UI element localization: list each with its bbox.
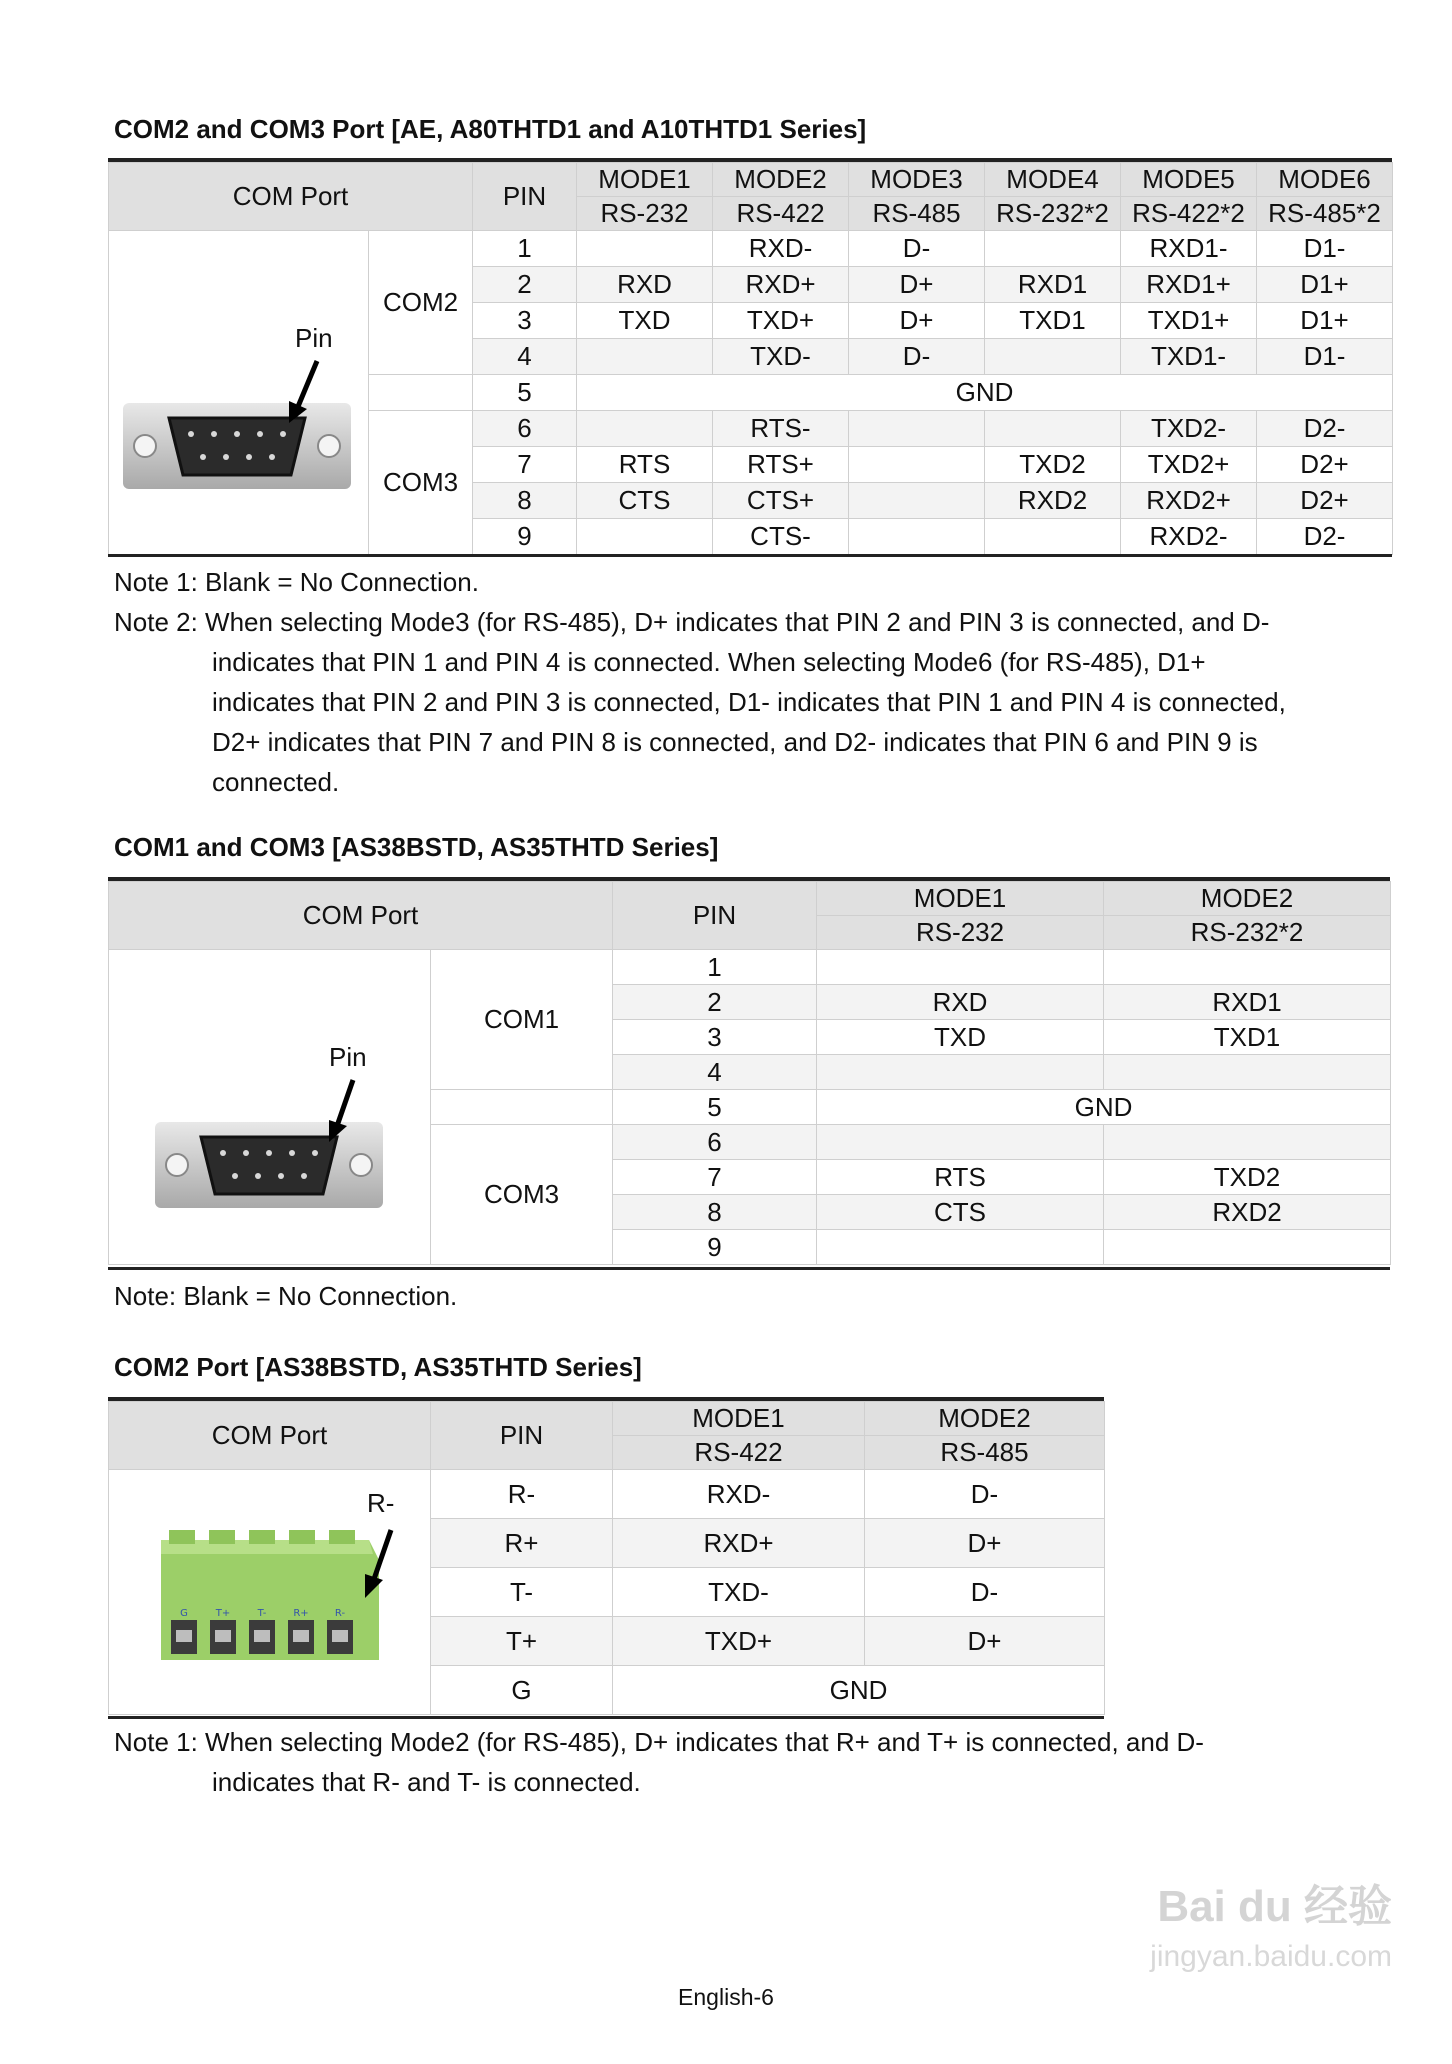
value-cell bbox=[985, 231, 1121, 267]
note2-line: Note 2: When selecting Mode3 (for RS-485), D+ indicates that PIN 2 and PIN 3 is connected, and D- bbox=[114, 607, 1270, 637]
note2-line: D2+ indicates that PIN 7 and PIN 8 is connected, and D2- indicates that PIN 6 and PIN 9 is bbox=[212, 727, 1258, 757]
header-mode3: MODE3 bbox=[849, 163, 985, 197]
pin-cell: 1 bbox=[473, 231, 577, 267]
value-cell: D+ bbox=[865, 1519, 1105, 1568]
note2-line: indicates that PIN 2 and PIN 3 is connected, D1- indicates that PIN 1 and PIN 4 is connected, bbox=[212, 687, 1286, 717]
pin-cell: 5 bbox=[473, 375, 577, 411]
value-cell: D+ bbox=[849, 303, 985, 339]
pin-cell: 6 bbox=[613, 1125, 817, 1160]
value-cell: D2- bbox=[1257, 411, 1393, 447]
value-cell: RXD1- bbox=[1121, 231, 1257, 267]
header-mode2: MODE2 bbox=[865, 1402, 1105, 1436]
value-cell: RXD+ bbox=[613, 1519, 865, 1568]
value-cell bbox=[817, 1125, 1104, 1160]
pin-cell: 7 bbox=[613, 1160, 817, 1195]
terminal-block-image bbox=[109, 1470, 431, 1715]
table-row bbox=[109, 231, 1393, 267]
pin-cell: 1 bbox=[613, 950, 817, 985]
header-pin: PIN bbox=[473, 163, 577, 231]
value-cell: TXD2 bbox=[985, 447, 1121, 483]
value-cell bbox=[817, 1055, 1104, 1090]
group-label-com1: COM1 bbox=[431, 950, 613, 1090]
value-cell: TXD2 bbox=[1104, 1160, 1391, 1195]
pin-cell: 2 bbox=[613, 985, 817, 1020]
value-cell: CTS+ bbox=[713, 483, 849, 519]
value-cell bbox=[985, 411, 1121, 447]
value-cell bbox=[817, 950, 1104, 985]
value-cell: RXD- bbox=[713, 231, 849, 267]
table-row bbox=[109, 1470, 1105, 1519]
value-cell bbox=[817, 1230, 1104, 1265]
value-cell: RXD1+ bbox=[1121, 267, 1257, 303]
header-standard-1: RS-232 bbox=[817, 916, 1104, 950]
page-footer: English-6 bbox=[678, 1984, 774, 2010]
value-cell: D1+ bbox=[1257, 303, 1393, 339]
value-cell: D- bbox=[849, 231, 985, 267]
pin-cell: 3 bbox=[613, 1020, 817, 1055]
header-mode1: MODE1 bbox=[613, 1402, 865, 1436]
value-cell: D2+ bbox=[1257, 447, 1393, 483]
db9-connector-icon bbox=[109, 950, 431, 1250]
value-cell: D2+ bbox=[1257, 483, 1393, 519]
value-cell: RXD1 bbox=[985, 267, 1121, 303]
table3-bottom-rule bbox=[108, 1716, 1104, 1719]
pin-cell: 4 bbox=[473, 339, 577, 375]
value-cell: RXD1 bbox=[1104, 985, 1391, 1020]
pin-cell: R- bbox=[431, 1470, 613, 1519]
value-cell: RXD2 bbox=[985, 483, 1121, 519]
watermark-site: jingyan.baidu.com bbox=[1150, 1940, 1392, 1973]
terminal-label: T- bbox=[257, 1608, 267, 1619]
value-cell bbox=[1104, 1125, 1391, 1160]
terminal-label: R+ bbox=[293, 1608, 309, 1619]
section1-title: COM2 and COM3 Port [AE, A80THTD1 and A10THTD1 Series] bbox=[114, 114, 867, 144]
pin-cell: G bbox=[431, 1666, 613, 1715]
pin-cell: T- bbox=[431, 1568, 613, 1617]
value-cell: TXD2- bbox=[1121, 411, 1257, 447]
pin-cell: R+ bbox=[431, 1519, 613, 1568]
value-cell: TXD bbox=[817, 1020, 1104, 1055]
section3-title: COM2 Port [AS38BSTD, AS35THTD Series] bbox=[114, 1352, 642, 1382]
value-cell: TXD+ bbox=[613, 1617, 865, 1666]
value-cell: CTS- bbox=[713, 519, 849, 555]
header-mode2: MODE2 bbox=[713, 163, 849, 197]
value-cell: RTS bbox=[817, 1160, 1104, 1195]
pin-cell: 6 bbox=[473, 411, 577, 447]
header-com-port: COM Port bbox=[109, 1402, 431, 1470]
header-standard-4: RS-232*2 bbox=[985, 197, 1121, 231]
empty-group-cell bbox=[431, 1090, 613, 1125]
header-pin: PIN bbox=[431, 1402, 613, 1470]
note-line: indicates that R- and T- is connected. bbox=[212, 1767, 641, 1797]
value-cell bbox=[577, 411, 713, 447]
value-cell: TXD1 bbox=[985, 303, 1121, 339]
value-cell bbox=[849, 519, 985, 555]
value-cell bbox=[849, 483, 985, 519]
pin-label: Pin bbox=[329, 1042, 367, 1072]
header-standard-2: RS-485 bbox=[865, 1436, 1105, 1470]
value-cell: TXD1+ bbox=[1121, 303, 1257, 339]
pin-cell: 7 bbox=[473, 447, 577, 483]
pin-cell: 9 bbox=[613, 1230, 817, 1265]
group-label-com3: COM3 bbox=[431, 1125, 613, 1265]
value-cell: D1+ bbox=[1257, 267, 1393, 303]
header-mode4: MODE4 bbox=[985, 163, 1121, 197]
header-mode2: MODE2 bbox=[1104, 882, 1391, 916]
header-mode1: MODE1 bbox=[817, 882, 1104, 916]
header-standard-2: RS-232*2 bbox=[1104, 916, 1391, 950]
value-cell bbox=[1104, 1230, 1391, 1265]
table2-com1-com3 bbox=[108, 881, 1391, 1265]
table1-com2-com3 bbox=[108, 162, 1393, 555]
header-com-port: COM Port bbox=[109, 163, 473, 231]
value-cell: RTS bbox=[577, 447, 713, 483]
pin-cell: 8 bbox=[473, 483, 577, 519]
value-cell: D+ bbox=[849, 267, 985, 303]
header-pin: PIN bbox=[613, 882, 817, 950]
value-cell: RTS- bbox=[713, 411, 849, 447]
value-cell: D- bbox=[865, 1568, 1105, 1617]
table3-com2 bbox=[108, 1401, 1105, 1715]
pin-cell: 8 bbox=[613, 1195, 817, 1230]
header-mode1: MODE1 bbox=[577, 163, 713, 197]
value-cell: TXD2+ bbox=[1121, 447, 1257, 483]
table-row bbox=[109, 950, 1391, 985]
value-cell bbox=[849, 411, 985, 447]
note2-line: indicates that PIN 1 and PIN 4 is connected. When selecting Mode6 (for RS-485), D1+ bbox=[212, 647, 1206, 677]
value-cell: D1- bbox=[1257, 231, 1393, 267]
table2-bottom-rule bbox=[108, 1267, 1390, 1270]
value-cell: RXD bbox=[817, 985, 1104, 1020]
value-cell: D1- bbox=[1257, 339, 1393, 375]
terminal-label: R- bbox=[334, 1608, 346, 1619]
value-cell: D2- bbox=[1257, 519, 1393, 555]
pin-cell: 4 bbox=[613, 1055, 817, 1090]
value-cell: TXD bbox=[577, 303, 713, 339]
pin-cell: T+ bbox=[431, 1617, 613, 1666]
header-standard-5: RS-422*2 bbox=[1121, 197, 1257, 231]
value-cell: TXD+ bbox=[713, 303, 849, 339]
terminal-block-icon bbox=[109, 1470, 431, 1715]
table1-note2 bbox=[114, 602, 1286, 802]
value-cell bbox=[577, 231, 713, 267]
gnd-cell: GND bbox=[613, 1666, 1105, 1715]
value-cell: RXD2- bbox=[1121, 519, 1257, 555]
header-mode5: MODE5 bbox=[1121, 163, 1257, 197]
value-cell: RXD+ bbox=[713, 267, 849, 303]
header-standard-6: RS-485*2 bbox=[1257, 197, 1393, 231]
db9-connector-image bbox=[109, 231, 369, 555]
value-cell bbox=[1104, 1055, 1391, 1090]
value-cell: CTS bbox=[817, 1195, 1104, 1230]
group-label-com2: COM2 bbox=[369, 231, 473, 375]
value-cell bbox=[985, 339, 1121, 375]
value-cell bbox=[985, 519, 1121, 555]
pin-label: Pin bbox=[295, 323, 333, 353]
table1-bottom-rule bbox=[108, 554, 1392, 557]
header-standard-1: RS-422 bbox=[613, 1436, 865, 1470]
note2-line: connected. bbox=[212, 767, 340, 797]
empty-group-cell bbox=[369, 375, 473, 411]
value-cell: D+ bbox=[865, 1617, 1105, 1666]
terminal-label: T+ bbox=[215, 1608, 231, 1619]
header-mode6: MODE6 bbox=[1257, 163, 1393, 197]
header-standard-2: RS-422 bbox=[713, 197, 849, 231]
group-label-com3: COM3 bbox=[369, 411, 473, 555]
db9-connector-image bbox=[109, 950, 431, 1265]
table2-note: Note: Blank = No Connection. bbox=[114, 1281, 458, 1311]
db9-connector-icon bbox=[109, 231, 369, 531]
table1-note1: Note 1: Blank = No Connection. bbox=[114, 567, 479, 597]
note-line: Note 1: When selecting Mode2 (for RS-485), D+ indicates that R+ and T+ is connected, and D- bbox=[114, 1727, 1204, 1757]
value-cell: RXD bbox=[577, 267, 713, 303]
watermark-brand: Bai du 经验 bbox=[1157, 1882, 1392, 1931]
header-standard-3: RS-485 bbox=[849, 197, 985, 231]
value-cell: RXD- bbox=[613, 1470, 865, 1519]
value-cell bbox=[577, 339, 713, 375]
value-cell: TXD- bbox=[613, 1568, 865, 1617]
header-standard-1: RS-232 bbox=[577, 197, 713, 231]
header-com-port: COM Port bbox=[109, 882, 613, 950]
value-cell: RXD2+ bbox=[1121, 483, 1257, 519]
gnd-cell: GND bbox=[817, 1090, 1391, 1125]
pin-cell: 5 bbox=[613, 1090, 817, 1125]
terminal-label: G bbox=[180, 1608, 188, 1619]
value-cell: TXD- bbox=[713, 339, 849, 375]
pin-cell: 3 bbox=[473, 303, 577, 339]
value-cell: TXD1- bbox=[1121, 339, 1257, 375]
value-cell: RXD2 bbox=[1104, 1195, 1391, 1230]
section2-title: COM1 and COM3 [AS38BSTD, AS35THTD Series] bbox=[114, 832, 719, 862]
value-cell: D- bbox=[849, 339, 985, 375]
pin-cell: 9 bbox=[473, 519, 577, 555]
value-cell bbox=[849, 447, 985, 483]
value-cell: TXD1 bbox=[1104, 1020, 1391, 1055]
table3-note1 bbox=[114, 1722, 1204, 1802]
value-cell: CTS bbox=[577, 483, 713, 519]
value-cell: RTS+ bbox=[713, 447, 849, 483]
gnd-cell: GND bbox=[577, 375, 1393, 411]
pin-cell: 2 bbox=[473, 267, 577, 303]
value-cell: D- bbox=[865, 1470, 1105, 1519]
value-cell bbox=[1104, 950, 1391, 985]
value-cell bbox=[577, 519, 713, 555]
terminal-pin-label: R- bbox=[367, 1488, 395, 1518]
